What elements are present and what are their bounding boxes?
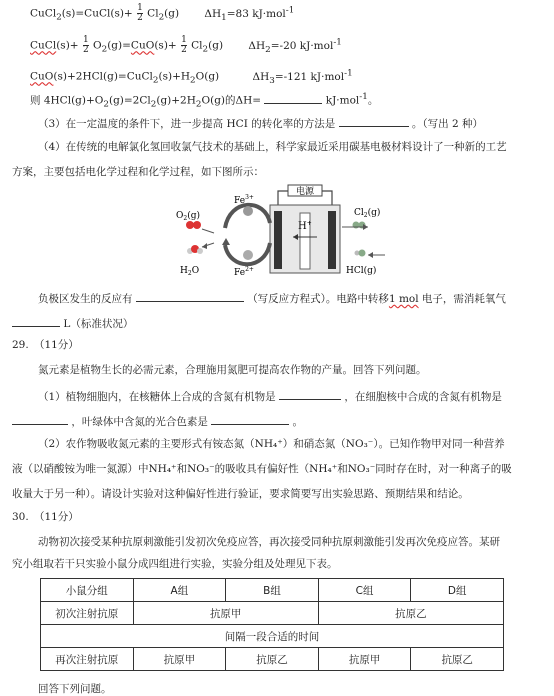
question-29-part-2-line-2: 液（以硝酸铵为唯一氮源）中NH₄⁺和NO₃⁻的吸收具有偏好性（NH₄⁺和NO₃⁻同时存在时，对一种离子的吸 xyxy=(12,463,512,475)
table-cell: 间隔一段合适的时间 xyxy=(41,625,504,648)
answer-blank[interactable] xyxy=(279,388,341,400)
diagram-graphic xyxy=(170,183,390,283)
equation-4: 则 $4HCl(g)+O_2(g)=2Cl_2(g)+2H_2O(g)$的ΔH= kJ·mol$^{-1}$。 xyxy=(30,92,379,110)
question-4-volume: L（标准状况） xyxy=(0,315,554,331)
table-header-cell: C组 xyxy=(318,579,411,602)
h-plus-label: H+ xyxy=(298,220,312,232)
table-cell: 抗原甲 xyxy=(133,648,226,671)
question-4-reaction: 负极区发生的反应有 （写反应方程式）。电路中转移1 mol 电子，需消耗氧气 xyxy=(0,290,554,306)
question-3: （3）在一定温度的条件下，进一步提高 HCI 的转化率的方法是 。（写出 2 种） xyxy=(0,115,554,131)
question-29-intro: 氮元素是植物生长的必需元素，合理施用氮肥可提高农作物的产量。回答下列问题。 xyxy=(38,364,427,376)
experiment-group-table xyxy=(40,578,504,671)
table-row xyxy=(41,602,504,625)
table-cell: 再次注射抗原 xyxy=(41,648,134,671)
answer-blank[interactable] xyxy=(339,115,409,127)
o2-label: $O_2(g)$ xyxy=(176,211,201,222)
answer-blank[interactable] xyxy=(12,413,68,425)
hcl-label: HCl(g) xyxy=(346,266,377,276)
answer-blank[interactable] xyxy=(136,290,244,302)
question-29-part-2-line-3: 收量大于另一种）。请设计实验对这种偏好性进行验证，要求简要写出实验思路、预期结果和结论。 xyxy=(12,488,469,500)
table-header-cell: A组 xyxy=(133,579,226,602)
electrochemical-diagram xyxy=(170,183,390,283)
answer-blank[interactable] xyxy=(211,413,289,425)
equation-3: $CuO(s)+2HCl(g)=CuCl_2(s)+H_2O(g)$ $\Delta H_3=-121$ kJ·mol$^{-1}$ xyxy=(30,68,353,86)
question-30-heading: 30. （11分） xyxy=(12,511,79,523)
table-header-cell: 小鼠分组 xyxy=(41,579,134,602)
table-cell: 初次注射抗原 xyxy=(41,602,134,625)
table-cell: 抗原甲 xyxy=(318,648,411,671)
table-cell: 抗原甲 xyxy=(133,602,318,625)
question-4-line-2: 方案，主要包括电化学过程和化学过程，如下图所示： xyxy=(12,166,264,178)
question-30-line-1: 动物初次接受某种抗原刺激能引发初次免疫应答，再次接受同种抗原刺激能引发再次免疫应答。某研 xyxy=(38,536,500,548)
h2o-label: $H_2O$ xyxy=(180,266,200,277)
power-label: 电源 xyxy=(295,187,315,197)
answer-blank[interactable] xyxy=(12,315,60,327)
left-electrode xyxy=(274,211,282,269)
table-cell: 抗原乙 xyxy=(411,648,504,671)
right-electrode xyxy=(328,211,336,269)
fe2-label: $Fe^{2+}$ xyxy=(234,266,254,278)
table-row xyxy=(41,648,504,671)
fe3-label: $Fe^{3+}$ xyxy=(234,194,254,206)
equation-2: CuCl(s)+ $\frac{1}{2}$ $O_2(g)=CuO(s)+$ $\frac{1}{2}$ $Cl_2(g)$ $\Delta H_2=-20$ kJ·mol$^{-1}$ xyxy=(30,35,342,55)
question-29-part-2-line-1: （2）农作物吸收氮元素的主要形式有铵态氮（NH₄⁺）和硝态氮（NO₃⁻）。已知作物甲对同一种营养 xyxy=(38,438,505,450)
table-header-cell: D组 xyxy=(411,579,504,602)
question-29-heading: 29. （11分） xyxy=(12,339,79,351)
table-header-cell: B组 xyxy=(226,579,319,602)
table-header-row xyxy=(41,579,504,602)
table-row xyxy=(41,625,504,648)
answer-blank[interactable] xyxy=(264,92,322,104)
table-cell: 抗原乙 xyxy=(226,648,319,671)
question-29-part-1: （1）植物细胞内，在核糖体上合成的含氮有机物是 ，在细胞核中合成的含氮有机物是 xyxy=(0,388,554,404)
equation-1: CuCl$_2$(s)=CuCl(s)+ $\frac{1}{2}$ $Cl_2(g)$ $\Delta H_1=83$ kJ·mol$^{-1}$ xyxy=(30,3,295,23)
question-30-line-2: 究小组取若干只实验小鼠分成四组进行实验，实验分组及处理见下表。 xyxy=(12,558,338,570)
table-cell: 抗原乙 xyxy=(318,602,503,625)
cl2-label: $Cl_2(g)$ xyxy=(354,208,381,219)
question-29-part-1-cont: ，叶绿体中含氮的光合色素是 。 xyxy=(0,413,554,429)
question-30-followup: 回答下列问题。 xyxy=(38,683,112,695)
question-4-line-1: （4）在传统的电解氯化氢回收氯气技术的基础上，科学家最近采用碳基电极材料设计了一种新的工艺 xyxy=(38,141,507,153)
